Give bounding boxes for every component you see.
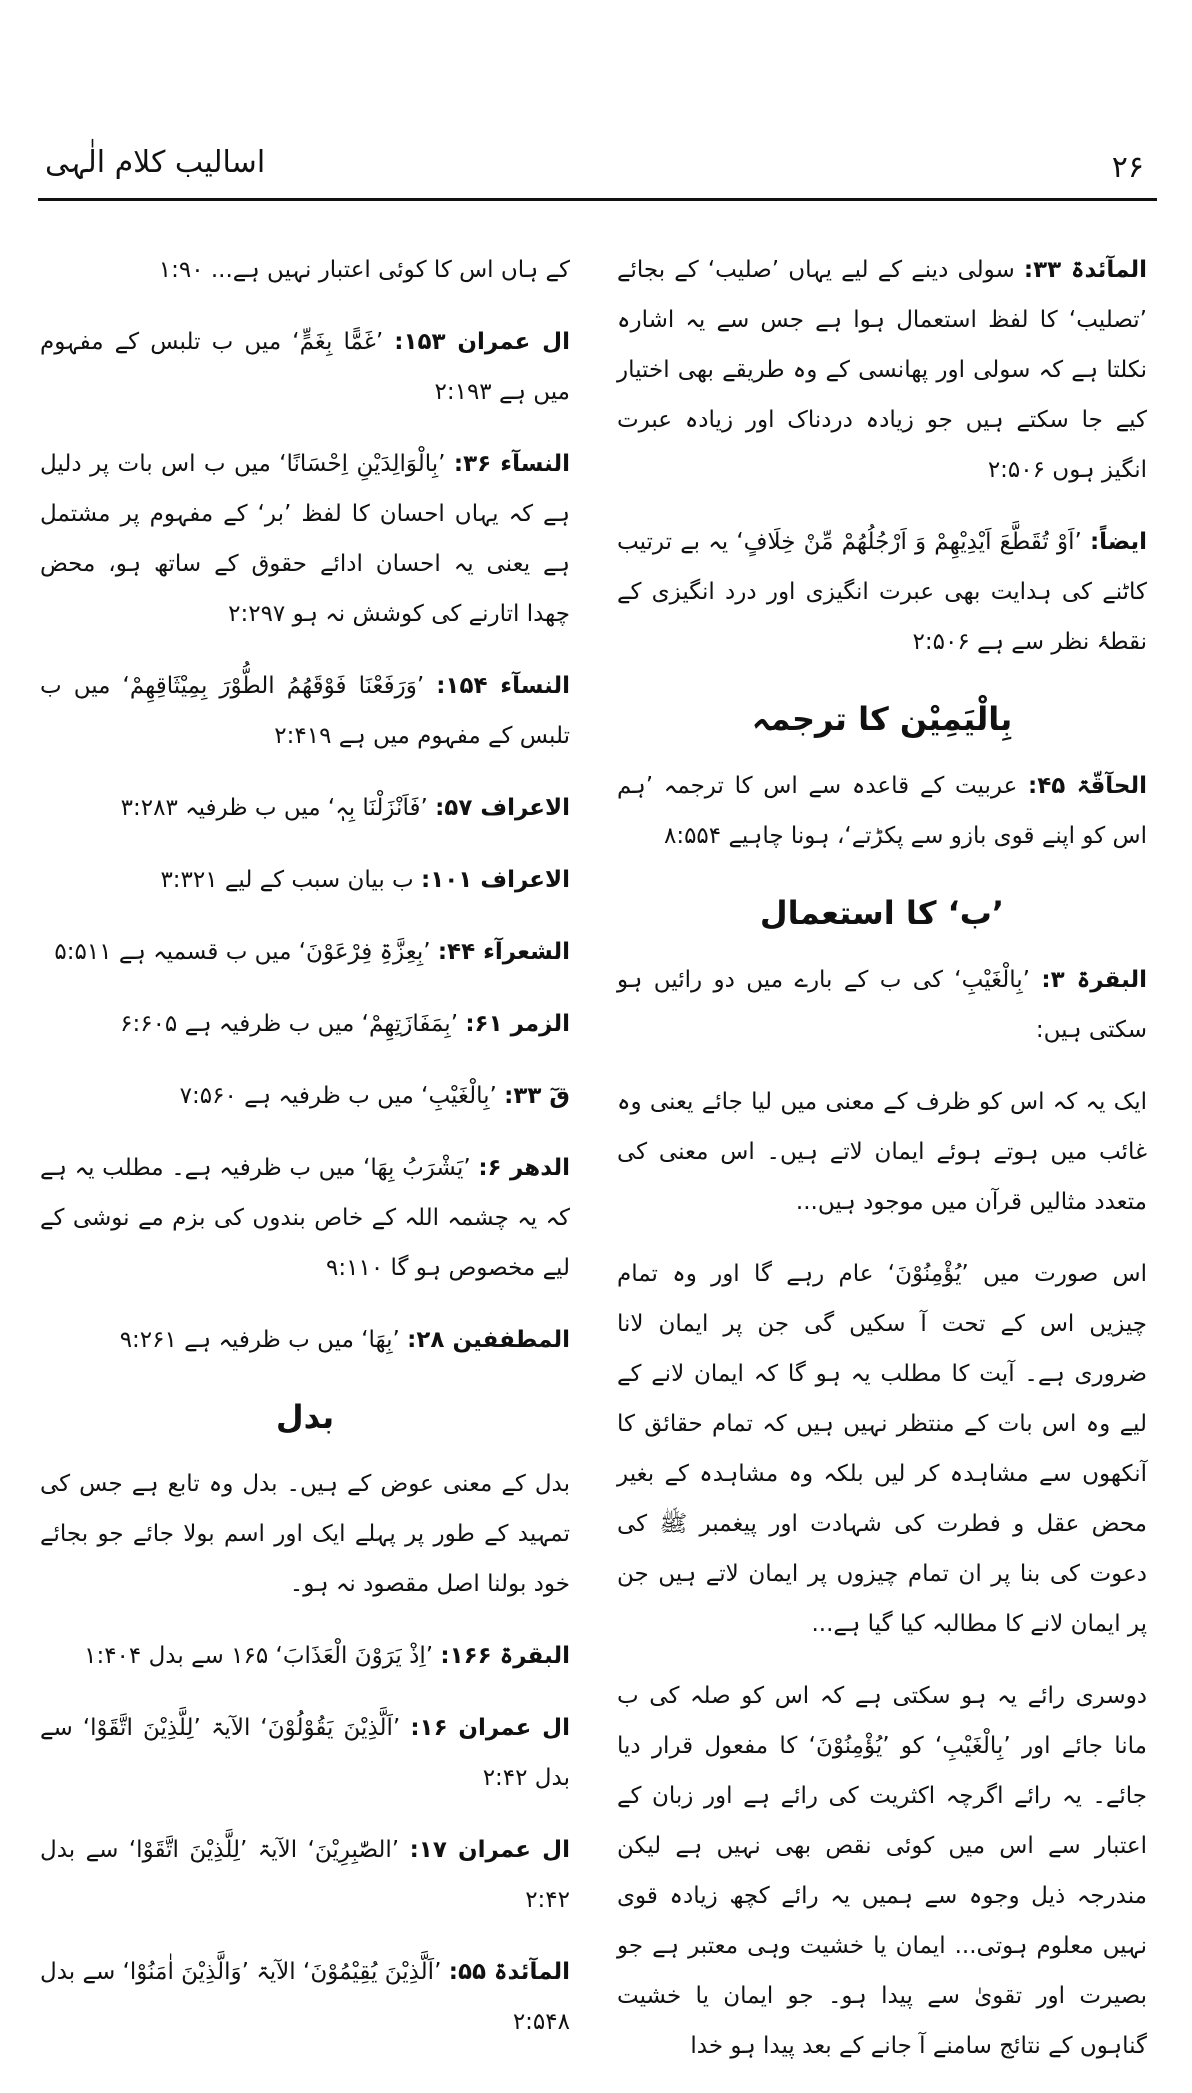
entry-text: ’بِالْغَیْبِ‘ میں ب ظرفیہ ہے ۷:۵۶۰ (179, 1083, 497, 1109)
running-header-title: اسالیب کلام الٰہی (45, 145, 266, 180)
entry-text: ’اَلَّذِیْنَ یَقُوْلُوْنَ‘ الآیۃ ’لِلَّذِیْنَ اتَّقَوْا‘ سے بدل ۲:۴۲ (40, 1715, 570, 1791)
verse-reference: ال عمران ۱۶: (410, 1715, 570, 1741)
entry (40, 1703, 570, 1803)
paragraph (617, 955, 1147, 1055)
verse-reference: الحآقّۃ ۴۵: (1028, 773, 1147, 799)
verse-reference: المآئدۃ ۳۳: (1023, 257, 1148, 283)
entry-text: ’بِعِزَّۃِ فِرْعَوْنَ‘ میں ب قسمیہ ہے ۵:۵۱۱ (54, 939, 431, 965)
verse-reference: المآئدۃ ۵۵: (448, 1959, 571, 1985)
entry-text: ب بیان سبب کے لیے ۳:۳۲۱ (160, 867, 414, 893)
section-heading: بِالْیَمِیْن کا ترجمہ (751, 700, 1013, 738)
entry (40, 1071, 570, 1121)
left-column (40, 245, 570, 2069)
right-column (617, 245, 1147, 2093)
verse-reference: النسآء ۳۶: (453, 451, 571, 477)
entry-text: ’بِمَفَازَتِھِمْ‘ میں ب ظرفیہ ہے ۶:۶۰۵ (120, 1011, 459, 1037)
entry-text: ’یَشْرَبُ بِھَا‘ میں ب ظرفیہ ہے۔ مطلب یہ ہے کہ یہ چشمہ اللہ کے خاص بندوں کی بزم مے نوشی کے لیے مخصوص ہو گا ۹:۱۱۰ (40, 1155, 570, 1281)
entry-text: ’اَلَّذِیْنَ یُقِیْمُوْنَ‘ الآیۃ ’وَالَّذِیْنَ اٰمَنُوْا‘ سے بدل ۲:۵۴۸ (40, 1959, 570, 2035)
paragraph: بدل کے معنی عوض کے ہیں۔ بدل وہ تابع ہے جس کی تمہید کے طور پر پہلے ایک اور اسم بولا جائے جو بجائے خود بولنا اصل مقصود نہ ہو۔ (40, 1471, 570, 1597)
paragraph: کے ہاں اس کا کوئی اعتبار نہیں ہے... ۱:۹۰ (158, 257, 570, 283)
entry (40, 661, 570, 761)
paragraph-text: عربیت کے قاعدہ سے اس کا ترجمہ ’ہم اس کو اپنے قوی بازو سے پکڑتے‘، ہونا چاہیے ۸:۵۵۴ (617, 773, 1147, 849)
entry (40, 999, 570, 1049)
paragraph-text: ’بِالْغَیْبِ‘ کی ب کے بارے میں دو رائیں ہو سکتی ہیں: (617, 967, 1147, 1043)
entry (40, 439, 570, 639)
entry-text: ’اِذْ یَرَوْنَ الْعَذَابَ‘ ۱۶۵ سے بدل ۱:۴۰۴ (84, 1643, 434, 1669)
paragraph: اس صورت میں ’یُؤْمِنُوْنَ‘ عام رہے گا اور وہ تمام چیزیں اس کے تحت آ سکیں گی جن پر ایمان لانا ضروری ہے۔ آیت کا مطلب یہ ہو گا کہ ایمان لانے کے لیے وہ اس بات کے منتظر نہیں ہیں کہ تمام حقائق کا آنکھوں سے مشاہدہ کر لیں بلکہ وہ مشاہدہ کے بغیر محض عقل و فطرت کی شہادت اور پیغمبر ﷺ کی دعوت کی بنا پر ان تمام چیزوں پر ایمان لاتے ہیں جن پر ایمان لانے کا مطالبہ کیا گیا ہے... (617, 1261, 1147, 1637)
header-rule (38, 198, 1157, 201)
verse-reference: الدھر ۶: (478, 1155, 571, 1181)
verse-reference: النسآء ۱۵۴: (436, 673, 571, 699)
entry (40, 1315, 570, 1365)
paragraph-text: ’اَوْ تُقَطَّعَ اَیْدِیْھِمْ وَ اَرْجُلُھُمْ مِّنْ خِلَافٍ‘ یہ بے ترتیب کاٹنے کی ہدایت بھی عبرت انگیزی اور درد انگیزی کے نقطۂ نظر سے ہے ۲:۵۰۶ (617, 529, 1147, 655)
paragraph (617, 761, 1147, 861)
section-heading: بدل (275, 1398, 335, 1436)
entry (40, 855, 570, 905)
entry (40, 927, 570, 977)
paragraph-text: سولی دینے کے لیے یہاں ’صلیب‘ کے بجائے ’تصلیب‘ کا لفظ استعمال ہوا ہے جس سے یہ اشارہ نکلتا ہے کہ سولی اور پھانسی کے وہ طریقے بھی اختیار کیے جا سکتے ہیں جو زیادہ دردناک اور زیادہ عبرت انگیز ہوں ۲:۵۰۶ (617, 257, 1147, 483)
verse-reference: الشعرآء ۴۴: (437, 939, 570, 965)
verse-reference: البقرۃ ۱۶۶: (440, 1643, 570, 1669)
entry (40, 783, 570, 833)
entry (40, 317, 570, 417)
verse-reference: الاعراف ۱۰۱: (421, 867, 570, 893)
entry-text: ’الصّٰبِرِیْنَ‘ الآیۃ ’لِلَّذِیْنَ اتَّقَوْا‘ سے بدل ۲:۴۲ (40, 1837, 570, 1913)
section-heading: ’ب‘ کا استعمال (759, 894, 1005, 932)
verse-reference: قٓ ۳۳: (504, 1083, 570, 1109)
entry-text: ’فَاَنْزَلْنَا بِہٖ‘ میں ب ظرفیہ ۳:۲۸۳ (120, 795, 428, 821)
entry-list (40, 1631, 570, 2047)
paragraph (617, 517, 1147, 667)
entry-text: ’بِالْوَالِدَیْنِ اِحْسَانًا‘ میں ب اس بات پر دلیل ہے کہ یہاں احسان کا لفظ ’بر‘ کے مفہوم پر مشتمل ہے یعنی یہ احسان ادائے حقوق کے ساتھ ہو، محض چھدا اتارنے کی کوشش نہ ہو ۲:۲۹۷ (40, 451, 570, 627)
entry (40, 1631, 570, 1681)
verse-reference: البقرۃ ۳: (1041, 967, 1147, 993)
verse-reference: المطففین ۲۸: (407, 1327, 570, 1353)
entry-list (40, 317, 570, 1365)
entry-text: ’بِھَا‘ میں ب ظرفیہ ہے ۹:۲۶۱ (119, 1327, 400, 1353)
entry (40, 1947, 570, 2047)
paragraph: دوسری رائے یہ ہو سکتی ہے کہ اس کو صلہ کی ب مانا جائے اور ’بِالْغَیْبِ‘ کو ’یُؤْمِنُوْنَ‘ کا مفعول قرار دیا جائے۔ یہ رائے اگرچہ اکثریت کی رائے ہے اور زبان کے اعتبار سے اس میں کوئی نقص بھی نہیں ہے لیکن مندرجہ ذیل وجوہ سے ہمیں یہ رائے کچھ زیادہ قوی نہیں معلوم ہوتی... ایمان یا خشیت وہی معتبر ہے جو بصیرت اور تقویٰ سے پیدا ہو۔ جو ایمان یا خشیت گناہوں کے نتائج سامنے آ جانے کے بعد پیدا ہو خدا (617, 1683, 1147, 2059)
paragraph (617, 245, 1147, 495)
entry-text: ’غَمًّا بِغَمٍّ‘ میں ب تلبس کے مفہوم میں ہے ۲:۱۹۳ (40, 329, 570, 405)
verse-reference: ال عمران ۱۵۳: (394, 329, 571, 355)
entry (40, 1825, 570, 1925)
verse-reference: ال عمران ۱۷: (409, 1837, 571, 1863)
verse-reference: الاعراف ۵۷: (435, 795, 570, 821)
verse-reference: ایضاً: (1089, 529, 1148, 555)
paragraph: ایک یہ کہ اس کو ظرف کے معنی میں لیا جائے یعنی وہ غائب میں ہوتے ہوئے ایمان لاتے ہیں۔ اس معنی کی متعدد مثالیں قرآن میں موجود ہیں... (617, 1089, 1147, 1215)
verse-reference: الزمر ۶۱: (465, 1011, 570, 1037)
entry-text: ’وَرَفَعْنَا فَوْقَھُمُ الطُّوْرَ بِمِیْثَاقِھِمْ‘ میں ب تلبس کے مفہوم میں ہے ۲:۴۱۹ (40, 673, 570, 749)
page-number: ۲۶ (1111, 150, 1144, 185)
entry (40, 1143, 570, 1293)
